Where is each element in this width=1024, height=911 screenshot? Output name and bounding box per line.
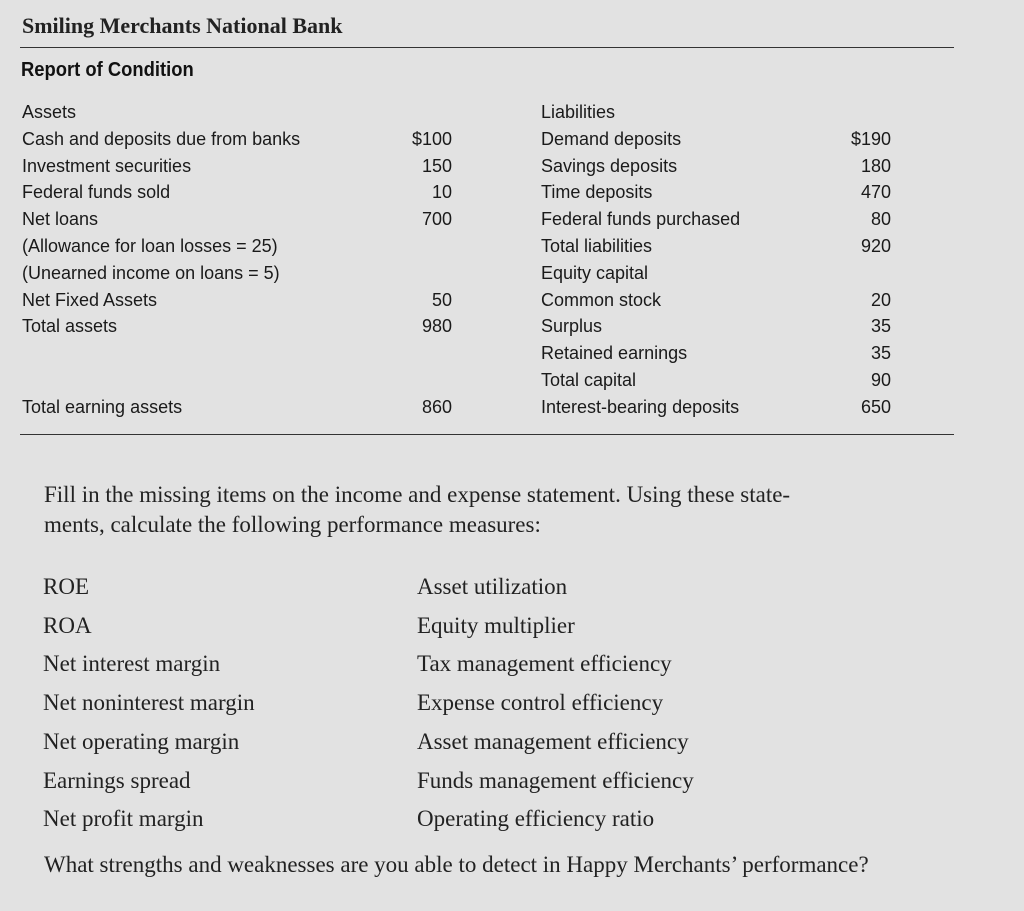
measure-left-item: ROA <box>43 612 92 638</box>
liability-value: 20 <box>870 289 891 310</box>
liability-label: Demand deposits <box>541 128 682 149</box>
asset-row <box>22 126 452 153</box>
measure-right-item: Asset management efficiency <box>417 728 689 754</box>
liability-label: Common stock <box>541 289 662 310</box>
liability-label: Retained earnings <box>541 343 688 364</box>
total-earning-assets-label: Total earning assets <box>22 396 183 417</box>
measure-left-item: Net noninterest margin <box>43 690 255 716</box>
liability-value: 90 <box>870 369 891 390</box>
spacer <box>22 340 452 367</box>
measure-left-item: Earnings spread <box>43 767 191 793</box>
liability-label: Savings deposits <box>541 155 678 176</box>
assets-heading: Assets <box>22 102 77 122</box>
asset-label: (Unearned income on loans = 5) <box>22 262 280 283</box>
assets-column <box>22 99 452 421</box>
liability-row <box>541 179 891 206</box>
asset-value: 50 <box>431 289 452 310</box>
asset-label: (Allowance for loan losses = 25) <box>22 235 278 256</box>
asset-row <box>22 206 452 233</box>
measure-left-item: Net operating margin <box>43 728 240 754</box>
asset-row <box>22 287 452 314</box>
asset-label: Investment securities <box>22 155 192 176</box>
liability-row <box>541 313 891 340</box>
instruction-line-1: Fill in the missing items on the income and expense statement. Using these state- <box>44 482 791 507</box>
measure-right-item: Tax management efficiency <box>417 651 672 677</box>
liability-label: Surplus <box>541 316 603 337</box>
asset-row <box>22 233 452 260</box>
liability-label: Equity capital <box>541 262 649 283</box>
measure-left-item: Net interest margin <box>43 651 221 677</box>
question: What strengths and weaknesses are you able to detect in Happy Merchants’ performance? <box>44 852 869 877</box>
liability-row <box>541 340 891 367</box>
liabilities-heading-row <box>541 99 891 126</box>
instruction-line-2: ments, calculate the following performance measures: <box>44 512 541 537</box>
liability-label: Total liabilities <box>541 235 653 256</box>
asset-row <box>22 153 452 180</box>
total-earning-assets-row <box>22 394 452 421</box>
liability-value: 920 <box>860 235 891 256</box>
measures-left-list <box>43 568 255 839</box>
measure-left-item: ROE <box>43 574 89 599</box>
total-earning-assets-value: 860 <box>421 396 452 417</box>
measures-right-list <box>417 568 694 839</box>
liability-value: 650 <box>860 396 891 417</box>
liability-value: 180 <box>860 155 891 176</box>
bank-name: Smiling Merchants National Bank <box>22 13 343 38</box>
asset-label: Total assets <box>22 316 118 337</box>
instruction-paragraph <box>44 480 974 540</box>
liability-row <box>541 260 891 287</box>
liability-row <box>541 367 891 394</box>
asset-label: Cash and deposits due from banks <box>22 128 301 149</box>
measure-right-item: Expense control efficiency <box>417 690 664 716</box>
asset-row <box>22 179 452 206</box>
assets-heading-row <box>22 99 452 126</box>
liability-row <box>541 126 891 153</box>
liability-label: Total capital <box>541 369 637 390</box>
asset-value: 980 <box>421 316 452 337</box>
measure-right-item: Operating efficiency ratio <box>417 806 655 832</box>
liability-value: 80 <box>870 209 891 230</box>
liability-value: 35 <box>870 343 891 364</box>
liability-label: Federal funds purchased <box>541 209 741 230</box>
measure-left-item: Net profit margin <box>43 806 204 832</box>
measure-right-item: Funds management efficiency <box>417 767 694 793</box>
liability-row <box>541 153 891 180</box>
bottom-rule <box>20 434 954 435</box>
liability-value: $190 <box>850 128 891 149</box>
liability-value: 470 <box>860 182 891 203</box>
liability-row <box>541 287 891 314</box>
liability-label: Time deposits <box>541 182 653 203</box>
measure-right-item: Asset utilization <box>417 574 568 599</box>
asset-value: $100 <box>411 128 452 149</box>
asset-label: Net loans <box>22 209 99 230</box>
liabilities-heading: Liabilities <box>541 102 616 122</box>
liability-row <box>541 394 891 421</box>
liability-value: 35 <box>870 316 891 337</box>
report-title: Report of Condition <box>21 59 194 81</box>
asset-label: Federal funds sold <box>22 182 171 203</box>
asset-row <box>22 313 452 340</box>
spacer <box>22 367 452 394</box>
asset-row <box>22 260 452 287</box>
liability-row <box>541 206 891 233</box>
liability-label: Interest-bearing deposits <box>541 396 740 417</box>
asset-label: Net Fixed Assets <box>22 289 158 310</box>
measure-right-item: Equity multiplier <box>417 612 575 638</box>
asset-value: 10 <box>431 182 452 203</box>
liability-row <box>541 233 891 260</box>
liabilities-column <box>541 99 891 421</box>
asset-value: 150 <box>421 155 452 176</box>
asset-value: 700 <box>421 209 452 230</box>
top-rule <box>20 47 954 48</box>
